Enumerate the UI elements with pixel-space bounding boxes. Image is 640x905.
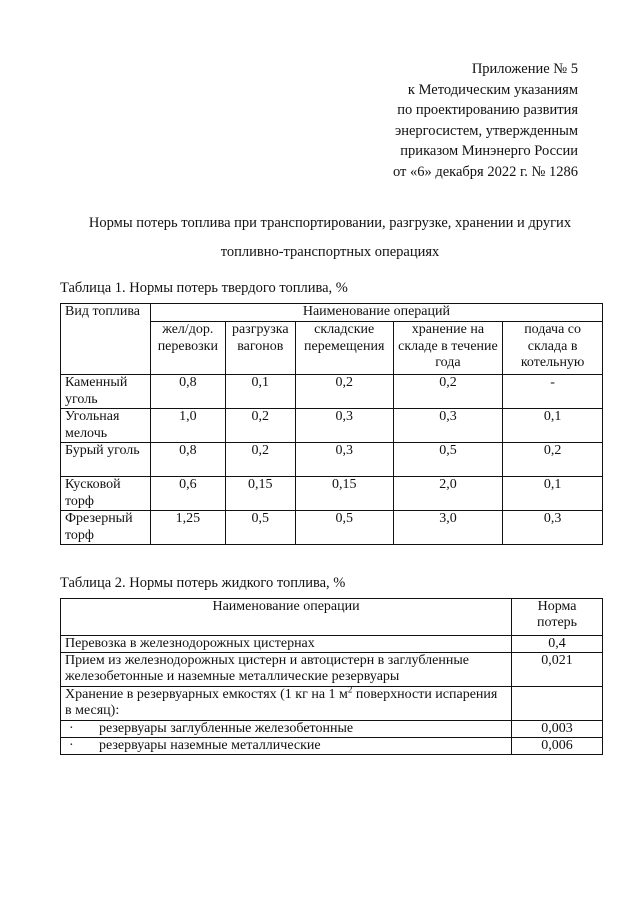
loss-value: 0,2 [225, 409, 295, 443]
table-row [61, 477, 603, 511]
loss-value: - [503, 375, 603, 409]
bullet-icon: · [69, 738, 74, 753]
loss-value: 0,3 [295, 409, 393, 443]
appendix-line: по проектированию развития [397, 102, 578, 118]
loss-value: 1,0 [150, 409, 225, 443]
loss-value: 0,2 [503, 443, 603, 477]
table-row [61, 443, 603, 477]
operation-text: резервуары заглубленные железобетонные [99, 721, 354, 736]
liquid-fuel-table [60, 598, 603, 755]
operation-name: Перевозка в железнодорожных цистернах [61, 636, 512, 653]
solid-fuel-table [60, 303, 603, 545]
loss-value: 0,8 [150, 443, 225, 477]
loss-value: 0,2 [295, 375, 393, 409]
operation-text: резервуары наземные металлические [99, 738, 321, 753]
op-header: разгрузка вагонов [225, 322, 295, 375]
appendix-block [318, 59, 578, 182]
loss-value: 0,2 [393, 375, 503, 409]
table-row [61, 511, 603, 545]
fuel-type-header: Вид топлива [61, 304, 151, 375]
norm-value: 0,006 [512, 738, 603, 755]
table-row [61, 409, 603, 443]
table-row [61, 687, 603, 721]
loss-value: 0,6 [150, 477, 225, 511]
operation-name [61, 738, 512, 755]
loss-value: 0,3 [503, 511, 603, 545]
operation-name [61, 684, 512, 721]
norm-value: 0,4 [512, 636, 603, 653]
fuel-name: Угольная мелочь [61, 409, 151, 443]
appendix-line: к Методическим указаниям [407, 81, 578, 98]
document-title [60, 209, 600, 267]
norm-value: 0,003 [512, 721, 603, 738]
loss-value: 0,15 [225, 477, 295, 511]
appendix-line: от «6» декабря 2022 г. № 1286 [392, 163, 578, 180]
table-row [61, 375, 603, 409]
table1-caption: Таблица 1. Нормы потерь твердого топлива, % [60, 280, 348, 296]
table2-caption: Таблица 2. Нормы потерь жидкого топлива, % [60, 575, 346, 591]
norm-header: Норма потерь [512, 599, 603, 636]
loss-value: 2,0 [393, 477, 503, 511]
title-line-2: топливно-транспортных операциях [220, 244, 440, 260]
loss-value: 0,5 [393, 443, 503, 477]
loss-value: 0,5 [295, 511, 393, 545]
appendix-line: Приложение № 5 [471, 61, 578, 77]
operation-name [61, 721, 512, 738]
loss-value: 0,1 [503, 477, 603, 511]
bullet-icon: · [69, 721, 74, 736]
fuel-name: Каменный уголь [61, 375, 151, 409]
op-header: хранение на складе в течение года [393, 322, 503, 375]
loss-value: 1,25 [150, 511, 225, 545]
loss-value: 0,15 [295, 477, 393, 511]
table-row [61, 738, 603, 755]
operations-group-header: Наименование операций [150, 304, 602, 322]
loss-value: 0,3 [295, 443, 393, 477]
loss-value: 3,0 [393, 511, 503, 545]
loss-value: 0,1 [225, 375, 295, 409]
table-row [61, 721, 603, 738]
op-header: жел/дор. перевозки [150, 322, 225, 375]
loss-value: 0,2 [225, 443, 295, 477]
operation-name: Прием из железнодорожных цистерн и автоцистерн в заглубленные железобетонные и наземные металлические резервуары [61, 653, 512, 687]
table-row [61, 653, 603, 687]
operation-text-part: Хранение в резервуарных емкостях (1 кг на 1 м [65, 687, 348, 702]
norm-value: 0,021 [512, 653, 603, 687]
appendix-line: приказом Минэнерго России [400, 143, 578, 159]
table-row [61, 636, 603, 653]
loss-value: 0,8 [150, 375, 225, 409]
fuel-name: Фрезерный торф [61, 511, 151, 545]
op-header: складские перемещения [295, 322, 393, 375]
loss-value: 0,1 [503, 409, 603, 443]
operation-header: Наименование операции [61, 599, 512, 636]
superscript: 2 [347, 684, 353, 695]
title-line-1: Нормы потерь топлива при транспортировании, разгрузке, хранении и других [88, 215, 572, 231]
fuel-name: Бурый уголь [61, 443, 151, 477]
fuel-name: Кусковой торф [61, 477, 151, 511]
norm-value [512, 687, 603, 721]
loss-value: 0,5 [225, 511, 295, 545]
loss-value: 0,3 [393, 409, 503, 443]
operation-text-part: поверхности испарения в месяц): [65, 687, 498, 718]
appendix-line: энергосистем, утвержденным [395, 122, 578, 139]
op-header: подача со склада в котельную [503, 322, 603, 375]
